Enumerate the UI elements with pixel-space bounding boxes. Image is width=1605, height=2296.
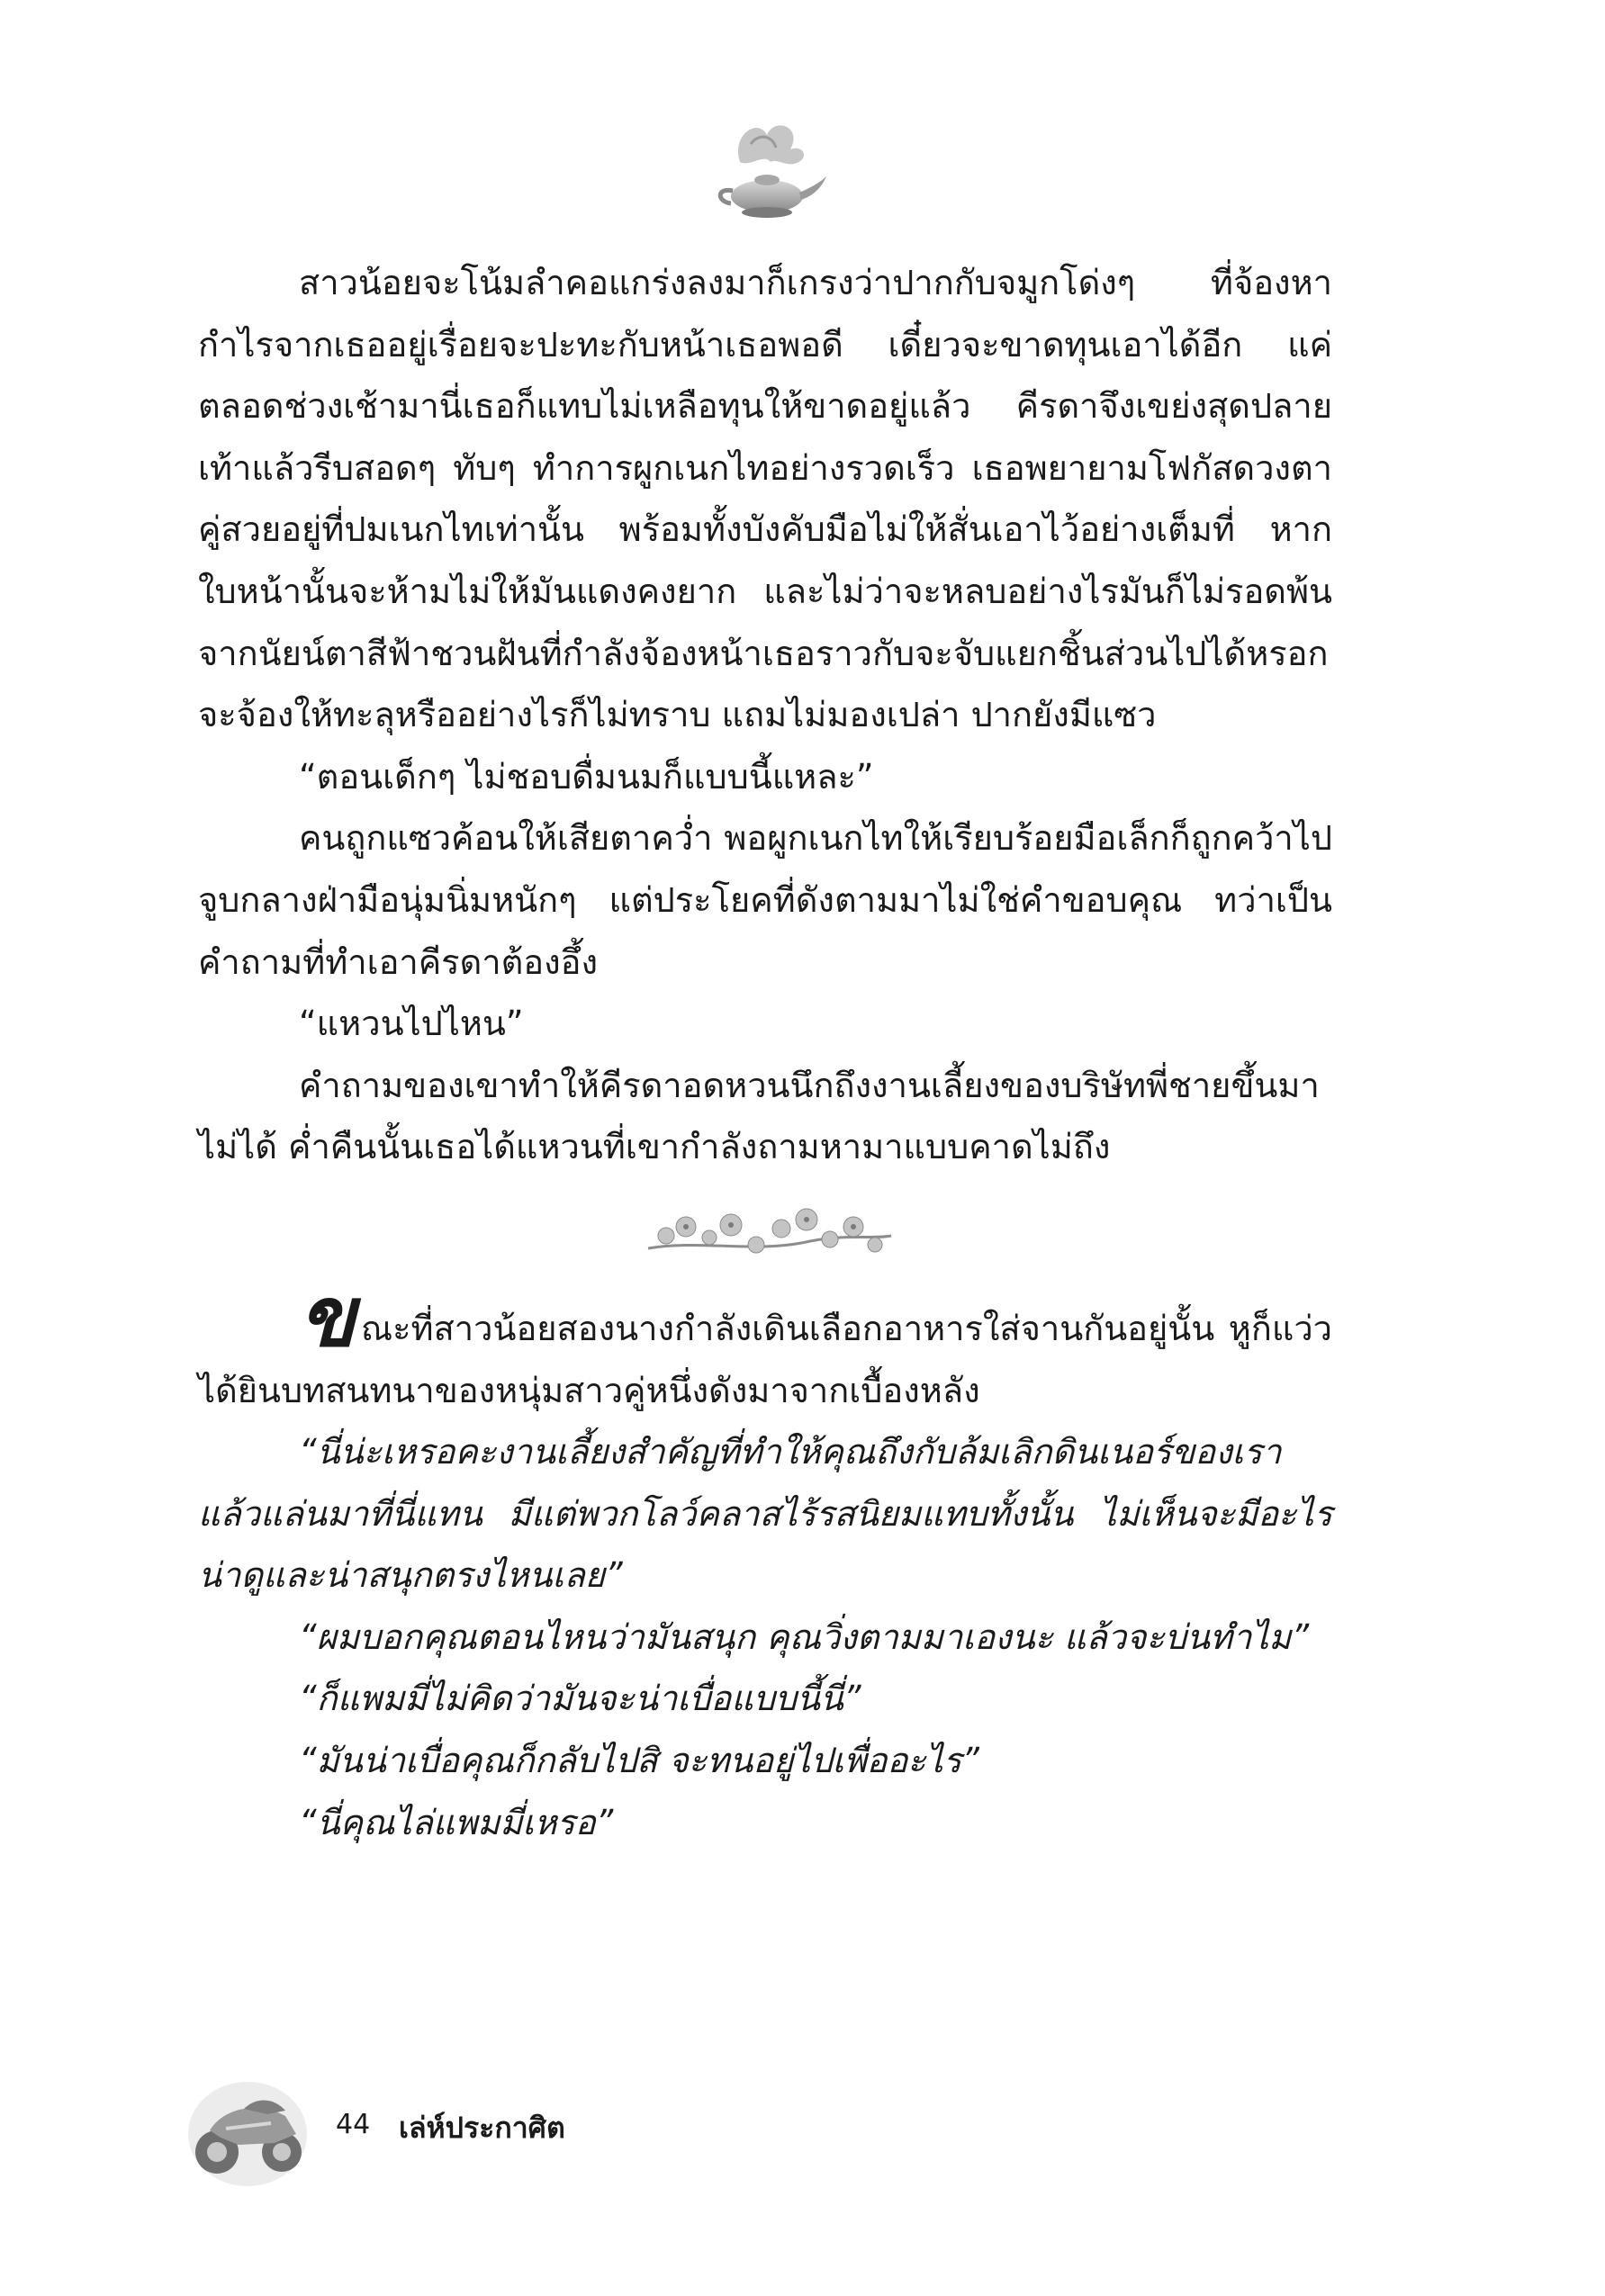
- dialogue-line: “ก็แพมมี่ไม่คิดว่ามันจะน่าเบื่อแบบนี้นี่”: [299, 1679, 861, 1719]
- teapot-lamp-ornament-icon: [704, 108, 830, 234]
- dialogue-line: “ตอนเด็กๆ ไม่ชอบดื่มนมก็แบบนี้แหละ”: [299, 756, 874, 797]
- paragraph: คำถามของเขาทำให้คีรดาอดหวนนึกถึงงานเลี้ยงของบริษัทพี่ชายขึ้นมาไม่ได้ ค่ำคืนนั้นเธอได้แหวนที่เขากำลังถามหามาแบบคาดไม่ถึง: [198, 1065, 1320, 1167]
- dialogue-line: “ผมบอกคุณตอนไหนว่ามันสนุก คุณวิ่งตามมาเองนะ แล้วจะบ่นทำไม”: [299, 1616, 1310, 1657]
- dialogue-line: “นี่คุณไล่แพมมี่เหรอ”: [299, 1802, 614, 1842]
- dialogue-line: “แหวนไปไหน”: [299, 1004, 524, 1044]
- paragraph: สาวน้อยจะโน้มลำคอแกร่งลงมาก็เกรงว่าปากกับจมูกโด่งๆ ที่จ้องหากำไรจากเธออยู่เรื่อยจะปะทะกับหน้าเธอพอดี เดี๋ยวจะขาดทุนเอาได้อีก แค่ตลอดช่วงเช้ามานี่เธอก็แทบไม่เหลือทุนให้ขาดอยู่แล้ว คีรดาจึงเขย่งสุดปลายเท้าแล้วรีบสอดๆ ทับๆ ทำการผูกเนกไทอย่างรวดเร็ว เธอพยายามโฟกัสดวงตาคู่สวยอยู่ที่ปมเนกไทเท่านั้น พร้อมทั้งบังคับมือไม่ให้สั่นเอาไว้อย่างเต็มที่ หากใบหน้านั้นจะห้ามไม่ให้มันแดงคงยาก และไม่ว่าจะหลบอย่างไรมันก็ไม่รอดพ้นจากนัยน์ตาสีฟ้าชวนฝันที่กำลังจ้องหน้าเธอราวกับจะจับแยกชิ้นส่วนไปได้หรอก จะจ้องให้ทะลุหรืออย่างไรก็ไม่ทราบ แถมไม่มองเปล่า ปากยังมีแซว: [198, 263, 1332, 735]
- motorcycle-icon: [185, 2066, 311, 2192]
- page-number: 44: [336, 2109, 371, 2140]
- dialogue-line: “มันน่าเบื่อคุณก็กลับไปสิ จะทนอยู่ไปเพื่ออะไร”: [299, 1741, 979, 1781]
- page-footer: [185, 2066, 815, 2192]
- dropcap-paragraph-text: ณะที่สาวน้อยสองนางกำลังเดินเลือกอาหารใส่จานกันอยู่นั้น หูก็แว่วได้ยินบทสนทนาของหนุ่มสาวคู่หนึ่งดังมาจากเบื้องหลัง: [198, 1308, 1332, 1410]
- dialogue-line: “นี่น่ะเหรอคะงานเลี้ยงสำคัญที่ทำให้คุณถึงกับล้มเลิกดินเนอร์ของเราแล้วแล่นมาที่นี่แทน มีแต่พวกโลว์คลาสไร้รสนิยมแทบทั้งนั้น ไม่เห็นจะมีอะไรน่าดูและน่าสนุกตรงไหนเลย”: [198, 1432, 1332, 1596]
- flower-branch-divider-icon: [630, 1200, 900, 1272]
- book-title: เล่ห์ประกาศิต: [399, 2111, 565, 2145]
- paragraph: คนถูกแซวค้อนให้เสียตาคว่ำ พอผูกเนกไทให้เรียบร้อยมือเล็กก็ถูกคว้าไปจูบกลางฝ่ามือนุ่มนิ่มหนักๆ แต่ประโยคที่ดังตามมาไม่ใช่คำขอบคุณ ทว่าเป็นคำถามที่ทำเอาคีรดาต้องอึ้ง: [198, 818, 1332, 982]
- body-text: [198, 252, 1332, 1853]
- dropcap-letter: ข: [299, 1267, 356, 1365]
- dropcap-paragraph: [198, 1267, 1332, 1421]
